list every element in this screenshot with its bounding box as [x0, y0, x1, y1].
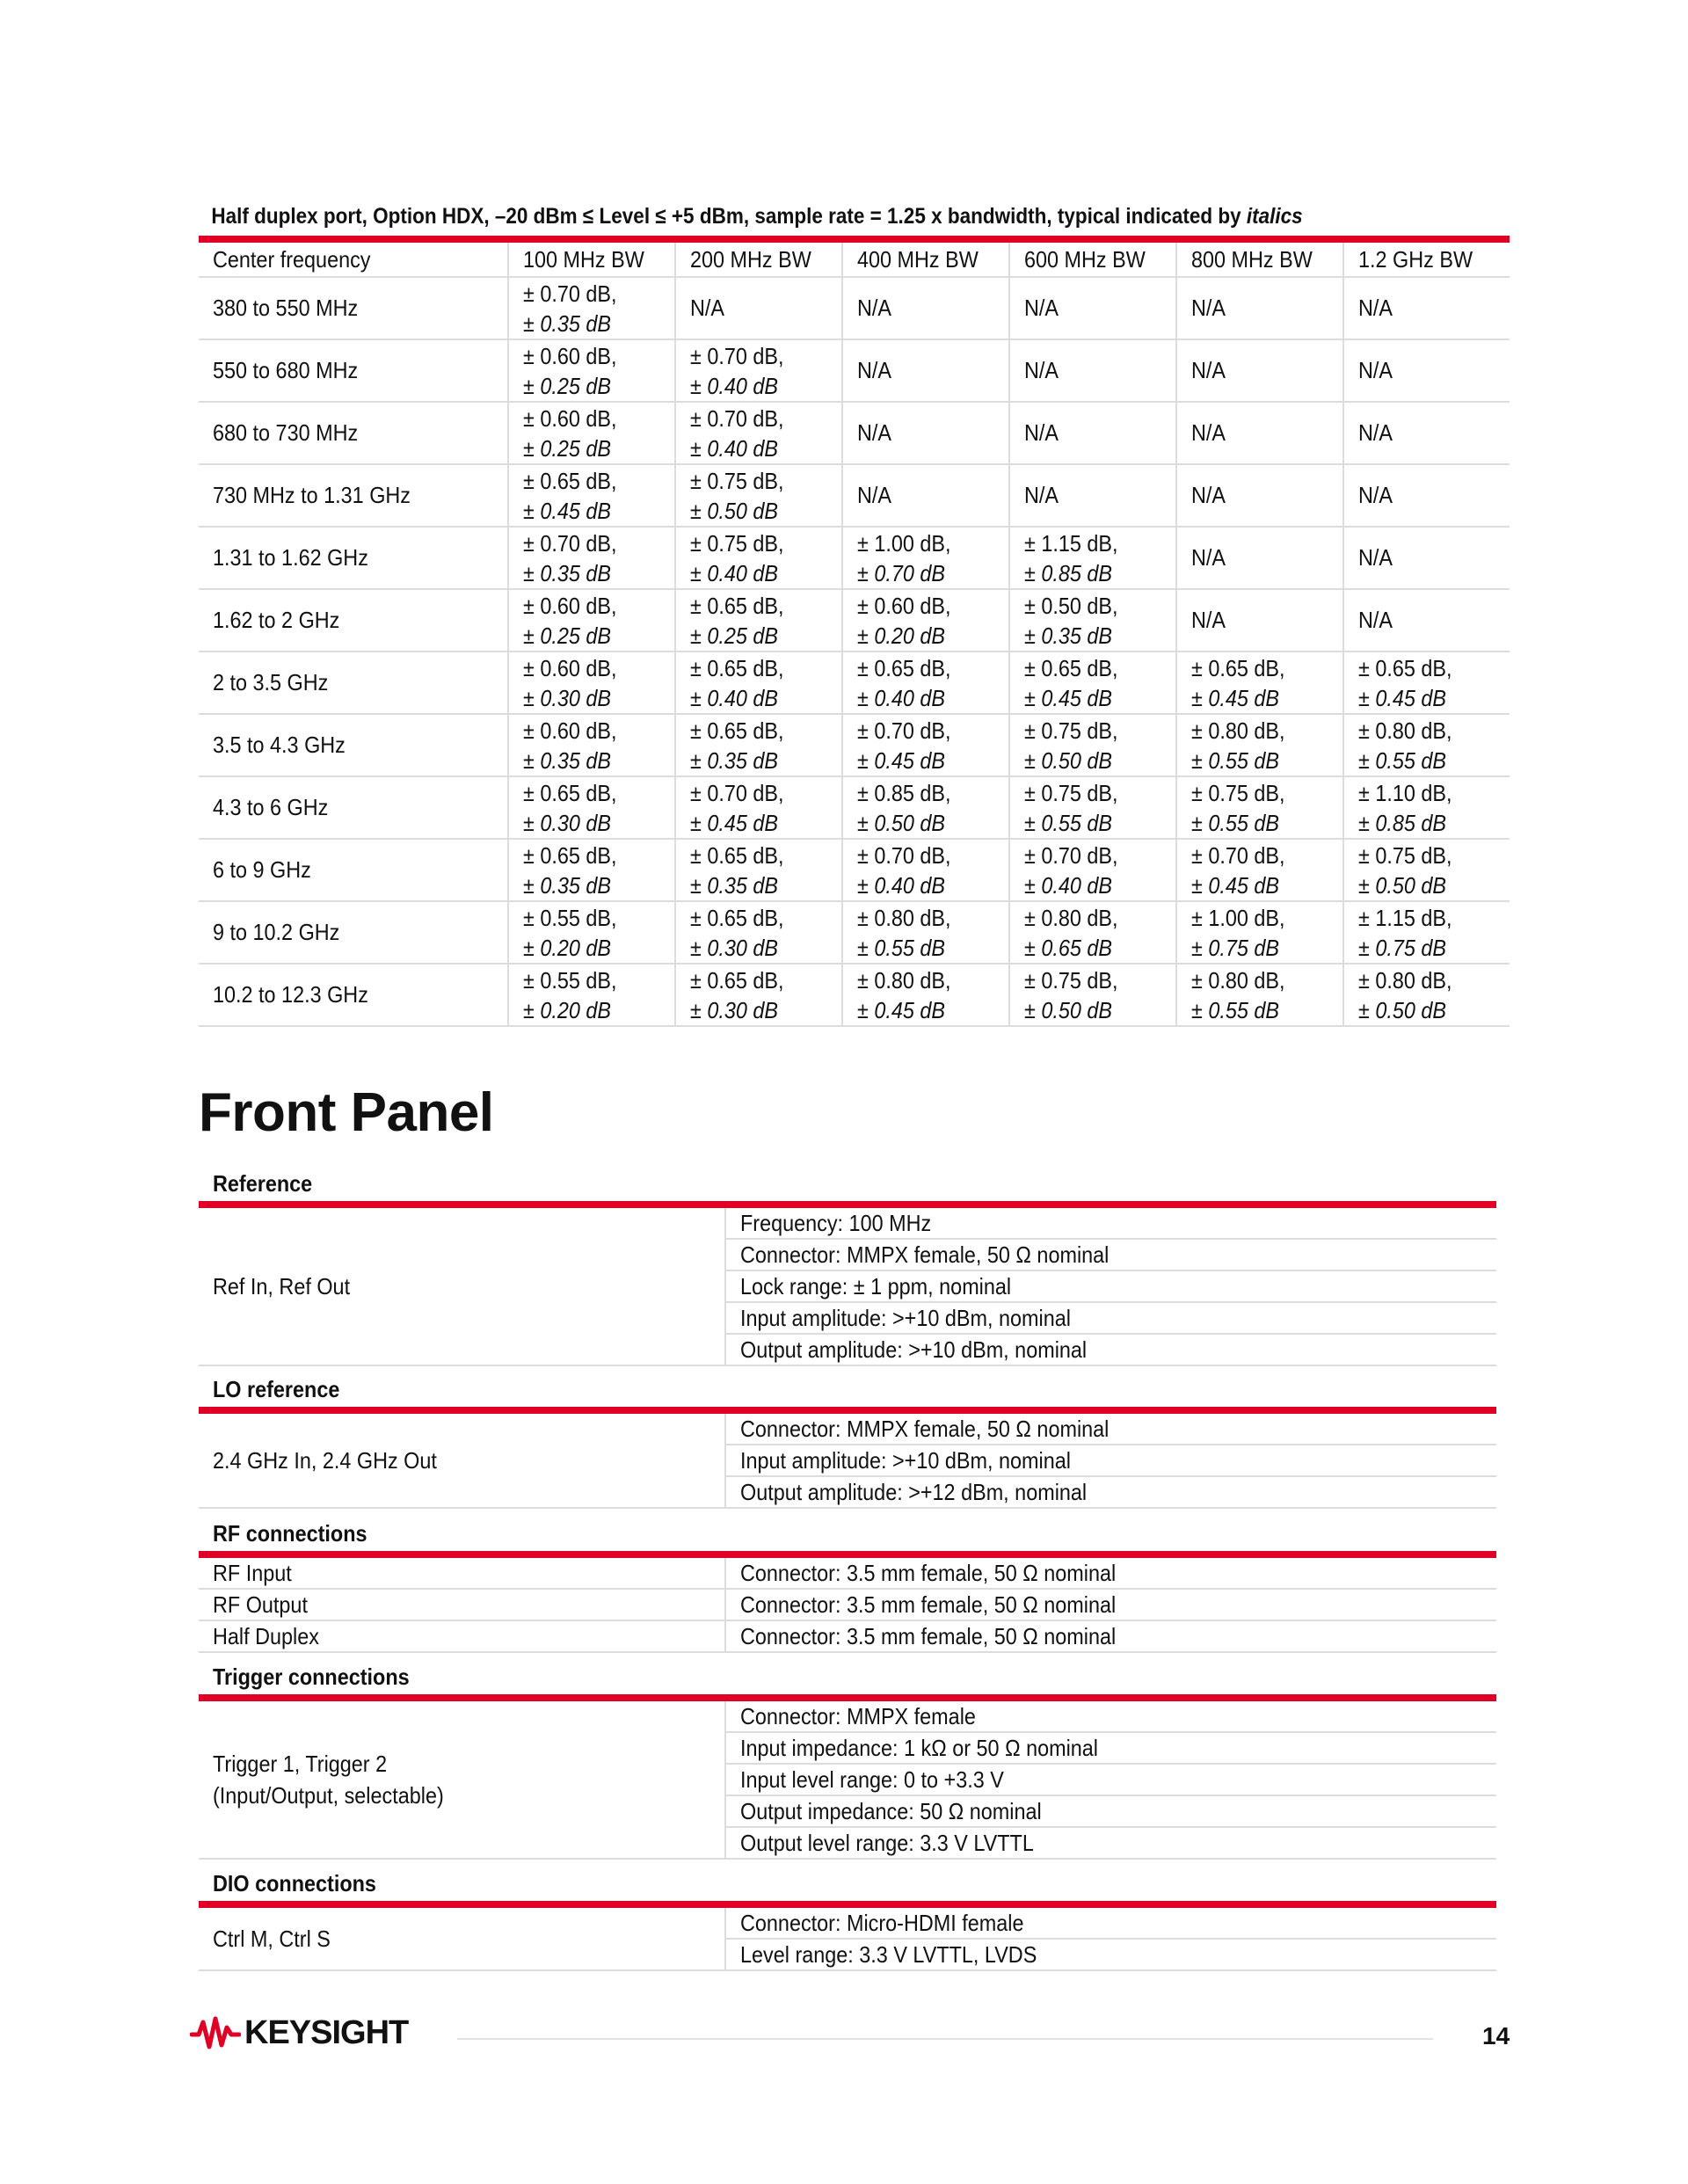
value-cell: ± 0.75 dB, ± 0.55 dB: [1009, 776, 1176, 839]
value-line: Output impedance: 50 Ω nominal: [726, 1796, 1496, 1828]
frequency-cell: 10.2 to 12.3 GHz: [199, 964, 508, 1026]
value-cell: ± 0.75 dB, ± 0.50 dB: [1009, 714, 1176, 776]
value-cell: ± 0.60 dB, ± 0.25 dB: [508, 402, 675, 464]
value-line: Connector: Micro-HDMI female: [726, 1908, 1496, 1940]
group-values: [726, 1414, 1496, 1507]
group-label: [199, 1701, 726, 1858]
value-cell: ± 0.80 dB, ± 0.55 dB: [1176, 714, 1343, 776]
group-label: [199, 1908, 726, 1969]
value-cell: ± 0.80 dB, ± 0.50 dB: [1343, 964, 1510, 1026]
value-cell: ± 1.00 dB, ± 0.75 dB: [1176, 901, 1343, 964]
value-line: Connector: 3.5 mm female, 50 Ω nominal: [740, 1560, 1117, 1586]
value-line: Connector: MMPX female, 50 Ω nominal: [726, 1240, 1496, 1271]
frequency-cell: 730 MHz to 1.31 GHz: [199, 464, 508, 527]
page-number: 14: [1482, 2022, 1510, 2049]
table-row: [199, 402, 1510, 464]
caption-italic-text: italics: [1246, 204, 1303, 229]
group-label: [199, 1208, 726, 1365]
value-cell: N/A: [1176, 277, 1343, 339]
value-line: Connector: MMPX female, 50 Ω nominal: [726, 1414, 1496, 1445]
value-cell: ± 0.60 dB, ± 0.20 dB: [842, 589, 1009, 652]
keysight-logo: [190, 2013, 408, 2052]
value-cell: N/A: [1176, 464, 1343, 527]
column-header: Center frequency: [199, 243, 508, 277]
value-cell: N/A: [1176, 527, 1343, 589]
value-cell: N/A: [842, 464, 1009, 527]
value-cell: ± 0.80 dB, ± 0.55 dB: [842, 901, 1009, 964]
value-cell: N/A: [842, 402, 1009, 464]
value-cell: ± 0.70 dB, ± 0.40 dB: [675, 339, 842, 402]
value-cell: N/A: [1343, 589, 1510, 652]
rf-row: [199, 1558, 1496, 1590]
column-header: 200 MHz BW: [675, 243, 842, 277]
spec-table: [199, 243, 1510, 1027]
red-rule: [199, 1694, 1496, 1701]
value-cell: ± 0.65 dB, ± 0.35 dB: [675, 714, 842, 776]
frequency-cell: 6 to 9 GHz: [199, 839, 508, 901]
value-cell: N/A: [1176, 402, 1343, 464]
row-label: Trigger 1, Trigger 2: [213, 1751, 388, 1777]
value-cell: ± 0.70 dB, ± 0.45 dB: [1176, 839, 1343, 901]
value-cell: ± 0.65 dB, ± 0.25 dB: [675, 589, 842, 652]
table-row: [199, 964, 1510, 1026]
value-line: Output amplitude: >+10 dBm, nominal: [740, 1336, 1088, 1363]
frequency-cell: 3.5 to 4.3 GHz: [199, 714, 508, 776]
reference-group: [199, 1166, 1496, 1366]
value-cell: N/A: [842, 277, 1009, 339]
group-body: [199, 1701, 1496, 1860]
column-header: 600 MHz BW: [1009, 243, 1176, 277]
value-cell: ± 0.70 dB, ± 0.35 dB: [508, 277, 675, 339]
section-title: Front Panel: [199, 1082, 494, 1143]
frequency-cell: 680 to 730 MHz: [199, 402, 508, 464]
value-cell: ± 1.15 dB, ± 0.75 dB: [1343, 901, 1510, 964]
value-cell: ± 0.50 dB, ± 0.35 dB: [1009, 589, 1176, 652]
value-cell: N/A: [675, 277, 842, 339]
lo-reference-group: [199, 1372, 1496, 1509]
value-cell: N/A: [842, 339, 1009, 402]
frequency-cell: 4.3 to 6 GHz: [199, 776, 508, 839]
red-rule: [199, 1901, 1496, 1908]
row-label: (Input/Output, selectable): [213, 1782, 444, 1809]
rf-connections-group: [199, 1516, 1496, 1653]
value-line: Input amplitude: >+10 dBm, nominal: [726, 1303, 1496, 1335]
dio-connections-group: [199, 1866, 1496, 1971]
value-cell: ± 0.65 dB, ± 0.45 dB: [1176, 652, 1343, 714]
value-cell: ± 0.75 dB, ± 0.50 dB: [1009, 964, 1176, 1026]
group-label: [199, 1414, 726, 1507]
spec-table-caption: [199, 202, 1379, 236]
table-row: [199, 839, 1510, 901]
group-title: LO reference: [213, 1376, 340, 1402]
value-line: Lock range: ± 1 ppm, nominal: [726, 1271, 1496, 1303]
value-cell: ± 0.80 dB, ± 0.55 dB: [1176, 964, 1343, 1026]
value-cell: ± 0.60 dB, ± 0.35 dB: [508, 714, 675, 776]
group-body: [199, 1414, 1496, 1509]
value-cell: N/A: [1009, 464, 1176, 527]
value-cell: ± 0.80 dB, ± 0.45 dB: [842, 964, 1009, 1026]
frequency-cell: 380 to 550 MHz: [199, 277, 508, 339]
frequency-cell: 550 to 680 MHz: [199, 339, 508, 402]
value-line: Input impedance: 1 kΩ or 50 Ω nominal: [726, 1733, 1496, 1765]
value-cell: ± 0.65 dB, ± 0.40 dB: [842, 652, 1009, 714]
value-cell: ± 0.65 dB, ± 0.30 dB: [508, 776, 675, 839]
group-values: [726, 1208, 1496, 1365]
value-line: Level range: 3.3 V LVTTL, LVDS: [740, 1941, 1037, 1968]
frequency-cell: 1.62 to 2 GHz: [199, 589, 508, 652]
value-line: Frequency: 100 MHz: [726, 1208, 1496, 1240]
value-line: Output amplitude: >+12 dBm, nominal: [740, 1479, 1088, 1505]
table-row: [199, 901, 1510, 964]
value-cell: N/A: [1343, 464, 1510, 527]
value-cell: ± 0.55 dB, ± 0.20 dB: [508, 901, 675, 964]
red-rule: [199, 1407, 1496, 1414]
table-row: [199, 589, 1510, 652]
value-cell: ± 0.65 dB, ± 0.35 dB: [675, 839, 842, 901]
value-line: Input amplitude: >+10 dBm, nominal: [726, 1445, 1496, 1477]
group-title: DIO connections: [213, 1870, 376, 1896]
value-line: Input level range: 0 to +3.3 V: [726, 1765, 1496, 1796]
spec-table-section: [199, 202, 1510, 1027]
value-cell: ± 0.85 dB, ± 0.50 dB: [842, 776, 1009, 839]
value-cell: ± 0.70 dB, ± 0.35 dB: [508, 527, 675, 589]
red-rule: [199, 1551, 1496, 1558]
group-title: Reference: [213, 1170, 313, 1197]
table-row: [199, 464, 1510, 527]
value-cell: ± 1.10 dB, ± 0.85 dB: [1343, 776, 1510, 839]
column-header: 100 MHz BW: [508, 243, 675, 277]
value-cell: N/A: [1009, 339, 1176, 402]
brand-name: KEYSIGHT: [244, 2013, 409, 2051]
footer-divider: [457, 2038, 1433, 2040]
value-cell: ± 0.75 dB, ± 0.55 dB: [1176, 776, 1343, 839]
value-cell: ± 1.15 dB, ± 0.85 dB: [1009, 527, 1176, 589]
value-line: Connector: MMPX female: [726, 1701, 1496, 1733]
frequency-cell: 2 to 3.5 GHz: [199, 652, 508, 714]
value-cell: N/A: [1343, 277, 1510, 339]
table-header-row: [199, 243, 1510, 277]
value-cell: N/A: [1176, 339, 1343, 402]
value-cell: N/A: [1343, 527, 1510, 589]
value-cell: ± 0.80 dB, ± 0.65 dB: [1009, 901, 1176, 964]
red-rule: [199, 1201, 1496, 1208]
value-cell: ± 0.75 dB, ± 0.50 dB: [675, 464, 842, 527]
row-label: Ref In, Ref Out: [213, 1273, 351, 1299]
value-cell: ± 1.00 dB, ± 0.70 dB: [842, 527, 1009, 589]
value-cell: ± 0.70 dB, ± 0.40 dB: [1009, 839, 1176, 901]
group-values: [726, 1908, 1496, 1969]
group-title: RF connections: [213, 1520, 367, 1547]
value-cell: ± 0.70 dB, ± 0.45 dB: [675, 776, 842, 839]
value-cell: N/A: [1009, 402, 1176, 464]
frequency-cell: 9 to 10.2 GHz: [199, 901, 508, 964]
rf-row: [199, 1590, 1496, 1621]
value-cell: ± 0.65 dB, ± 0.40 dB: [675, 652, 842, 714]
value-line: Connector: 3.5 mm female, 50 Ω nominal: [740, 1623, 1117, 1649]
row-label: RF Output: [199, 1590, 726, 1620]
value-cell: ± 0.70 dB, ± 0.40 dB: [842, 839, 1009, 901]
table-row: [199, 776, 1510, 839]
red-rule: [199, 236, 1510, 243]
value-cell: ± 0.60 dB, ± 0.25 dB: [508, 589, 675, 652]
value-cell: N/A: [1176, 589, 1343, 652]
value-cell: ± 0.80 dB, ± 0.55 dB: [1343, 714, 1510, 776]
waveform-icon: [190, 2013, 241, 2052]
value-cell: N/A: [1343, 402, 1510, 464]
value-cell: ± 0.65 dB, ± 0.30 dB: [675, 901, 842, 964]
value-cell: ± 0.65 dB, ± 0.30 dB: [675, 964, 842, 1026]
table-row: [199, 277, 1510, 339]
row-label: RF Input: [199, 1558, 726, 1588]
value-cell: ± 0.70 dB, ± 0.40 dB: [675, 402, 842, 464]
value-line: Connector: 3.5 mm female, 50 Ω nominal: [740, 1591, 1117, 1618]
table-row: [199, 527, 1510, 589]
value-line: Output level range: 3.3 V LVTTL: [740, 1830, 1034, 1856]
group-body: [199, 1208, 1496, 1366]
table-row: [199, 652, 1510, 714]
value-cell: ± 0.65 dB, ± 0.45 dB: [1009, 652, 1176, 714]
value-cell: ± 0.55 dB, ± 0.20 dB: [508, 964, 675, 1026]
value-cell: ± 0.70 dB, ± 0.45 dB: [842, 714, 1009, 776]
frequency-cell: 1.31 to 1.62 GHz: [199, 527, 508, 589]
row-label: Half Duplex: [199, 1621, 726, 1651]
value-cell: ± 0.75 dB, ± 0.40 dB: [675, 527, 842, 589]
rf-rows: [199, 1558, 1496, 1653]
value-cell: ± 0.65 dB, ± 0.45 dB: [508, 464, 675, 527]
value-cell: N/A: [1009, 277, 1176, 339]
group-values: [726, 1701, 1496, 1858]
group-title: Trigger connections: [213, 1663, 410, 1690]
group-body: [199, 1908, 1496, 1971]
caption-text: Half duplex port, Option HDX, –20 dBm ≤ Level ≤ +5 dBm, sample rate = 1.25 x bandwidth, typical indicated by: [211, 204, 1247, 229]
value-cell: ± 0.60 dB, ± 0.30 dB: [508, 652, 675, 714]
value-cell: ± 0.65 dB, ± 0.45 dB: [1343, 652, 1510, 714]
column-header: 400 MHz BW: [842, 243, 1009, 277]
value-cell: ± 0.60 dB, ± 0.25 dB: [508, 339, 675, 402]
row-label: 2.4 GHz In, 2.4 GHz Out: [213, 1447, 437, 1474]
trigger-connections-group: [199, 1659, 1496, 1860]
value-cell: ± 0.65 dB, ± 0.35 dB: [508, 839, 675, 901]
value-cell: ± 0.75 dB, ± 0.50 dB: [1343, 839, 1510, 901]
row-label: Ctrl M, Ctrl S: [213, 1926, 331, 1952]
column-header: 800 MHz BW: [1176, 243, 1343, 277]
rf-row: [199, 1621, 1496, 1653]
column-header: 1.2 GHz BW: [1343, 243, 1510, 277]
table-row: [199, 714, 1510, 776]
table-row: [199, 339, 1510, 402]
value-cell: N/A: [1343, 339, 1510, 402]
